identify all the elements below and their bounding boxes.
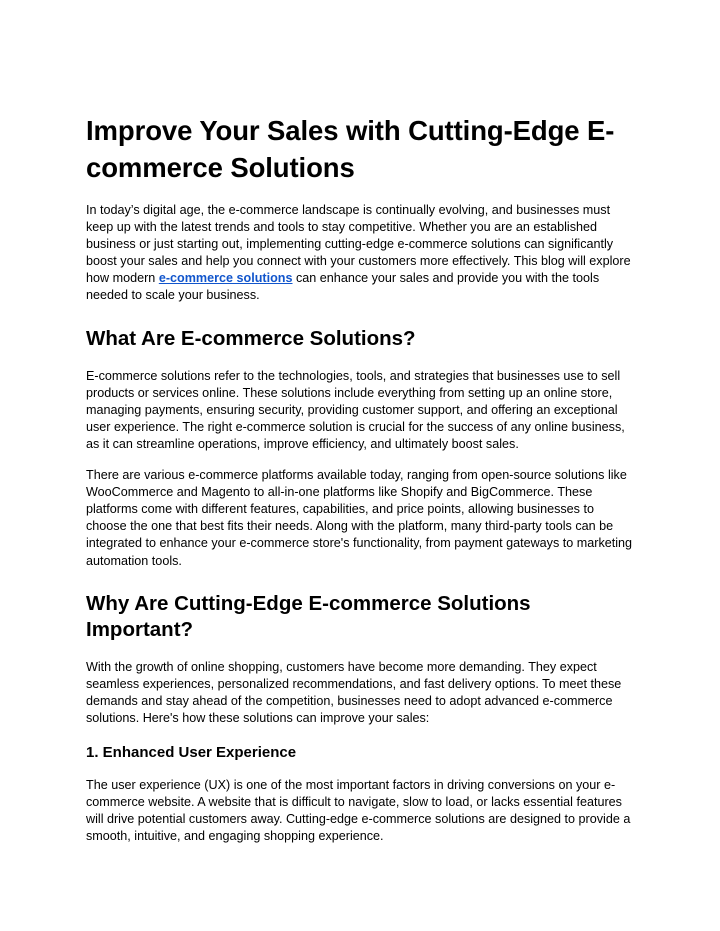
subsection1-paragraph-1: The user experience (UX) is one of the most important factors in driving conversions on your e-commerce website. A website that is difficult to navigate, slow to load, or lacks essential features will drive potential customers away. Cutting-edge e-commerce solutions are designed to provide a smooth, intuitive, and engaging shopping experience.: [86, 777, 631, 844]
section1-paragraph-1: E-commerce solutions refer to the technologies, tools, and strategies that businesses use to sell products or services online. These solutions include everything from setting up an online store, managing payments, ensuring security, providing customer support, and offering an exceptional user experience. The right e-commerce solution is crucial for the success of any online business, as it can streamline operations, improve efficiency, and ultimately boost sales.: [86, 368, 625, 451]
section-heading-what-are: What Are E-commerce Solutions?: [86, 326, 416, 350]
subsection-heading-user-experience: 1. Enhanced User Experience: [86, 743, 297, 761]
section2-paragraph-1: With the growth of online shopping, customers have become more demanding. They expect seamless experiences, personalized recommendations, and fast delivery options. To meet these demands and stay ahead of the competition, businesses need to adopt advanced e-commerce solutions. Here's how these solutions can improve your sales:: [86, 659, 622, 725]
section-heading-why-important: Why Are Cutting-Edge E-commerce Solutions Important?: [86, 591, 531, 641]
document-page: [86, 112, 638, 845]
section1-paragraph-2: There are various e-commerce platforms available today, ranging from open-source solutions like WooCommerce and Magento to all-in-one platforms like Shopify and BigCommerce. These platforms come with different features, capabilities, and price points, allowing businesses to choose the one that best fits their needs. Along with the platform, many third-party tools can be integrated to enhance your e-commerce store's functionality, from payment gateways to marketing automation tools.: [86, 468, 633, 568]
ecommerce-solutions-link[interactable]: e-commerce solutions: [158, 271, 293, 286]
page-title: Improve Your Sales with Cutting-Edge E-commerce Solutions: [86, 115, 615, 183]
intro-paragraph: [86, 202, 638, 305]
intro-text-before-link: In today’s digital age, the e-commerce landscape is continually evolving, and businesses must keep up with the latest trends and tools to stay competitive. Whether you are an established business or just starting out, implementing cutting-edge e-commerce solutions can significantly boost your sales and help you connect with your customers more effectively. This blog will explore how modern: [86, 203, 631, 286]
intro-text-after-link: can enhance your sales and provide you with the tools needed to scale your business.: [86, 271, 600, 303]
